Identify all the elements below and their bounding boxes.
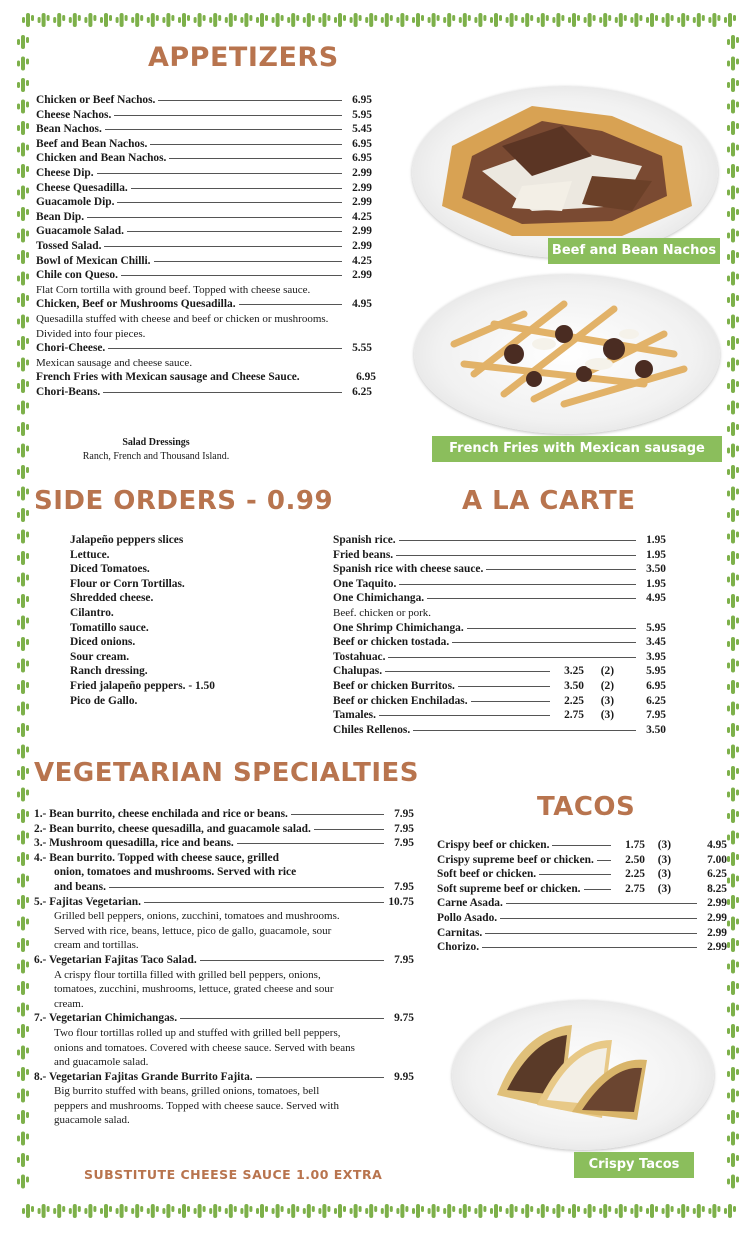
menu-item: Cheese Nachos. 5.95	[36, 108, 372, 121]
cactus-icon	[490, 13, 502, 27]
cactus-icon	[443, 1204, 455, 1218]
menu-item: Carnitas. 2.99	[437, 926, 727, 939]
cactus-icon	[22, 13, 34, 27]
cactus-icon	[17, 35, 29, 49]
side-order-item: Diced Tomatoes.	[70, 563, 150, 576]
side-order-item: Ranch dressing.	[70, 665, 148, 678]
cactus-icon	[412, 13, 424, 27]
menu-item: Bean Dip. 4.25	[36, 210, 372, 223]
cactus-icon	[506, 13, 518, 27]
cactus-icon	[727, 1067, 739, 1081]
menu-item: Chile con Queso. 2.99	[36, 269, 372, 282]
cactus-icon	[17, 465, 29, 479]
cactus-icon	[727, 981, 739, 995]
vegetarian-item-5-description: Grilled bell peppers, onions, zucchini, tomatoes and mushrooms. Served with rice, beans, lettuce, pico de gallo, guacamole, sour cream and tortillas.	[54, 910, 340, 952]
cactus-icon	[662, 1204, 674, 1218]
cactus-icon	[724, 1204, 736, 1218]
menu-item: Guacamole Dip. 2.99	[36, 196, 372, 209]
menu-item: Guacamole Salad. 2.99	[36, 225, 372, 238]
cactus-icon	[22, 1204, 34, 1218]
cactus-icon	[724, 13, 736, 27]
cactus-icon	[584, 13, 596, 27]
cactus-icon	[84, 13, 96, 27]
appetizers-heading: APPETIZERS	[148, 42, 339, 73]
cactus-icon	[17, 207, 29, 221]
menu-item: Beef or chicken Enchiladas. 2.25 (3) 6.25	[333, 694, 666, 707]
cactus-icon	[584, 1204, 596, 1218]
cactus-icon	[396, 13, 408, 27]
cactus-icon	[17, 1046, 29, 1060]
cactus-icon	[334, 1204, 346, 1218]
cactus-icon	[17, 852, 29, 866]
cactus-icon	[53, 13, 65, 27]
cactus-icon	[17, 659, 29, 673]
cactus-icon	[17, 594, 29, 608]
cactus-icon	[162, 1204, 174, 1218]
side-order-item: Tomatillo sauce.	[70, 621, 149, 634]
cactus-icon	[727, 250, 739, 264]
cactus-icon	[38, 1204, 50, 1218]
menu-item: Chalupas. 3.25 (2) 5.95	[333, 665, 666, 678]
cactus-icon	[727, 100, 739, 114]
cactus-icon	[17, 508, 29, 522]
menu-item: Fried beans. 1.95	[333, 548, 666, 561]
cactus-icon	[727, 637, 739, 651]
cactus-icon	[599, 13, 611, 27]
cactus-icon	[17, 401, 29, 415]
fries-photo	[414, 274, 720, 434]
cactus-icon	[17, 57, 29, 71]
fries-caption: French Fries with Mexican sausage	[432, 436, 722, 462]
cactus-icon	[727, 293, 739, 307]
menu-item: Tossed Salad. 2.99	[36, 239, 372, 252]
menu-item: Crispy supreme beef or chicken. 2.50 (3) 7.00	[437, 853, 727, 866]
cactus-icon	[428, 13, 440, 27]
cactus-icon	[84, 1204, 96, 1218]
fries-illustration	[414, 274, 720, 434]
side-order-item: Sour cream.	[70, 650, 130, 663]
vegetarian-list	[34, 807, 414, 1128]
cactus-icon	[727, 874, 739, 888]
vegetarian-item-8-description: Big burrito stuffed with beans, grilled onions, tomatoes, bell peppers and mushrooms. Topped with cheese sauce. Served with guacamole salad.	[54, 1085, 339, 1127]
a-la-carte-items	[333, 621, 666, 665]
cactus-icon	[381, 13, 393, 27]
side-order-item: Diced onions.	[70, 636, 136, 649]
vegetarian-heading: VEGETARIAN SPECIALTIES	[34, 758, 420, 788]
cactus-icon	[615, 13, 627, 27]
cactus-icon	[225, 13, 237, 27]
cactus-icon	[727, 272, 739, 286]
cactus-icon	[17, 315, 29, 329]
cactus-icon	[334, 13, 346, 27]
menu-item: 3.- Mushroom quesadilla, rice and beans. 7.95	[34, 837, 414, 850]
cactus-icon	[17, 121, 29, 135]
cactus-icon	[17, 573, 29, 587]
cactus-icon	[350, 1204, 362, 1218]
cactus-icon	[727, 1046, 739, 1060]
cactus-icon	[17, 981, 29, 995]
cactus-icon	[727, 229, 739, 243]
cactus-icon	[727, 207, 739, 221]
cactus-icon	[17, 766, 29, 780]
cactus-icon	[17, 78, 29, 92]
nachos-caption: Beef and Bean Nachos	[548, 238, 720, 264]
cactus-icon	[727, 401, 739, 415]
cactus-icon	[17, 895, 29, 909]
menu-item: 2.- Bean burrito, cheese quesadilla, and guacamole salad. 7.95	[34, 822, 414, 835]
cactus-icon	[17, 379, 29, 393]
cactus-icon	[727, 164, 739, 178]
cactus-icon	[727, 788, 739, 802]
cactus-icon	[100, 13, 112, 27]
cactus-icon	[318, 13, 330, 27]
menu-item: Chicken or Beef Nachos. 6.95	[36, 94, 372, 106]
menu-item: Cheese Dip. 2.99	[36, 166, 372, 179]
salad-dressings-list: Ranch, French and Thousand Island.	[82, 451, 230, 462]
menu-item: Chori-Cheese. 5.55	[36, 342, 372, 355]
cactus-icon	[17, 186, 29, 200]
cactus-icon	[727, 1110, 739, 1124]
cactus-icon	[17, 1132, 29, 1146]
cactus-icon	[727, 702, 739, 716]
cactus-icon	[727, 358, 739, 372]
side-order-item: Pico de Gallo.	[70, 694, 138, 707]
cactus-icon	[568, 13, 580, 27]
cactus-icon	[727, 186, 739, 200]
cactus-icon	[727, 895, 739, 909]
substitute-note: SUBSTITUTE CHEESE SAUCE 1.00 EXTRA	[84, 1167, 383, 1182]
vegetarian-item-6-description: A crispy flour tortilla filled with grilled bell peppers, onions, tomatoes, zucchini, mushrooms, lettuce, grated cheese and sour cream.	[54, 968, 334, 1010]
menu-item: Tostahuac. 3.95	[333, 650, 666, 663]
cactus-icon	[727, 745, 739, 759]
cactus-icon	[256, 13, 268, 27]
cactus-icon	[727, 315, 739, 329]
cactus-icon	[17, 745, 29, 759]
cactus-icon	[615, 1204, 627, 1218]
cactus-icon	[727, 487, 739, 501]
side-order-item: Fried jalapeño peppers. - 1.50	[70, 679, 215, 692]
cactus-icon	[646, 1204, 658, 1218]
cactus-icon	[727, 659, 739, 673]
cactus-icon	[69, 13, 81, 27]
cactus-icon	[100, 1204, 112, 1218]
cactus-icon	[17, 1024, 29, 1038]
cactus-icon	[727, 35, 739, 49]
cactus-icon	[17, 1067, 29, 1081]
cactus-icon	[17, 788, 29, 802]
vegetarian-item-6: 6.- Vegetarian Fajitas Taco Salad. 7.95	[34, 953, 414, 966]
menu-item: Chorizo. 2.99	[437, 941, 727, 954]
menu-item: One Taquito. 1.95	[333, 577, 666, 590]
cactus-icon	[17, 229, 29, 243]
cactus-icon	[662, 13, 674, 27]
cactus-icon	[727, 422, 739, 436]
cactus-icon	[194, 1204, 206, 1218]
cactus-icon	[727, 78, 739, 92]
cactus-icon	[727, 680, 739, 694]
side-order-item: Jalapeño peppers slices	[70, 534, 184, 546]
cactus-icon	[727, 766, 739, 780]
cactus-icon	[53, 1204, 65, 1218]
cactus-icon	[727, 465, 739, 479]
cactus-icon	[727, 917, 739, 931]
cactus-icon	[412, 1204, 424, 1218]
cactus-icon	[225, 1204, 237, 1218]
cactus-icon	[727, 1089, 739, 1103]
cactus-icon	[287, 13, 299, 27]
cactus-icon	[17, 938, 29, 952]
menu-item: One Chimichanga. 4.95	[333, 592, 666, 605]
cactus-icon	[630, 13, 642, 27]
menu-item: French Fries with Mexican sausage and Cheese Sauce. 6.95	[36, 371, 376, 384]
cactus-icon	[38, 13, 50, 27]
cactus-icon	[727, 143, 739, 157]
vegetarian-items	[34, 807, 414, 851]
cactus-icon	[727, 1175, 739, 1189]
cactus-icon	[630, 1204, 642, 1218]
menu-item: Chiles Rellenos. 3.50	[333, 723, 666, 736]
cactus-icon	[17, 702, 29, 716]
menu-item: Tamales. 2.75 (3) 7.95	[333, 709, 666, 722]
cactus-icon	[69, 1204, 81, 1218]
cactus-icon	[17, 680, 29, 694]
cactus-icon	[272, 13, 284, 27]
menu-item: One Shrimp Chimichanga. 5.95	[333, 621, 666, 634]
vegetarian-item-7: 7.- Vegetarian Chimichangas. 9.75	[34, 1012, 414, 1025]
cactus-icon	[727, 1153, 739, 1167]
menu-item: Crispy beef or chicken. 1.75 (3) 4.95	[437, 839, 727, 851]
menu-item: Cheese Quesadilla. 2.99	[36, 181, 372, 194]
menu-item: Spanish rice. 1.95	[333, 534, 666, 546]
cactus-icon	[552, 1204, 564, 1218]
tacos-illustration	[452, 1000, 714, 1150]
taco-items	[437, 896, 727, 954]
cactus-icon	[727, 852, 739, 866]
chimichanga-description: Beef. chicken or pork.	[333, 606, 432, 619]
menu-item: Beef or chicken Burritos. 3.50 (2) 6.95	[333, 679, 666, 692]
cactus-icon	[17, 1089, 29, 1103]
cactus-icon	[17, 293, 29, 307]
tacos-caption: Crispy Tacos	[574, 1152, 694, 1178]
side-order-item: Lettuce.	[70, 548, 110, 561]
nachos-illustration	[412, 86, 718, 258]
nachos-photo	[412, 86, 718, 258]
cactus-icon	[727, 723, 739, 737]
cactus-icon	[17, 100, 29, 114]
cactus-icon	[147, 13, 159, 27]
menu-item: Beef and Bean Nachos. 6.95	[36, 137, 372, 150]
cactus-icon	[131, 1204, 143, 1218]
cactus-icon	[727, 938, 739, 952]
side-order-item: Shredded cheese.	[70, 592, 154, 605]
cactus-icon	[568, 1204, 580, 1218]
cactus-icon	[17, 444, 29, 458]
cactus-icon	[17, 616, 29, 630]
cactus-icon	[17, 1110, 29, 1124]
salad-dressings	[36, 436, 276, 464]
cactus-icon	[727, 57, 739, 71]
taco-multi-items	[437, 838, 727, 896]
vegetarian-item-5: 5.- Fajitas Vegetarian. 10.75	[34, 895, 414, 908]
cactus-icon	[727, 573, 739, 587]
cactus-icon	[17, 917, 29, 931]
cactus-icon	[727, 530, 739, 544]
cactus-icon	[537, 13, 549, 27]
cactus-icon	[521, 13, 533, 27]
cactus-icon	[599, 1204, 611, 1218]
side-orders-list	[70, 533, 310, 708]
cactus-icon	[17, 874, 29, 888]
cactus-icon	[17, 723, 29, 737]
cactus-icon	[459, 1204, 471, 1218]
tacos-heading: TACOS	[537, 792, 636, 822]
chori-cheese-description: Mexican sausage and cheese sauce.	[36, 356, 193, 369]
cactus-icon	[474, 1204, 486, 1218]
tacos-photo	[452, 1000, 714, 1150]
cactus-icon	[428, 1204, 440, 1218]
cactus-icon	[17, 1153, 29, 1167]
appetizer-items	[36, 93, 372, 283]
a-la-carte-heading: A LA CARTE	[462, 486, 636, 516]
cactus-icon	[162, 13, 174, 27]
cactus-icon	[727, 444, 739, 458]
cactus-icon	[303, 1204, 315, 1218]
a-la-carte-multi-items	[333, 664, 666, 722]
cactus-icon	[443, 13, 455, 27]
cactus-icon	[646, 13, 658, 27]
cactus-icon	[17, 809, 29, 823]
cactus-icon	[727, 121, 739, 135]
cactus-icon	[240, 13, 252, 27]
cactus-icon	[727, 551, 739, 565]
cactus-icon	[17, 487, 29, 501]
cactus-icon	[727, 831, 739, 845]
cactus-icon	[17, 422, 29, 436]
cactus-icon	[396, 1204, 408, 1218]
cactus-icon	[727, 809, 739, 823]
menu-item: Pollo Asado. 2.99	[437, 911, 727, 924]
cactus-icon	[727, 960, 739, 974]
side-order-item: Cilantro.	[70, 606, 114, 619]
cactus-icon	[350, 13, 362, 27]
appetizers-list	[36, 93, 376, 399]
a-la-carte-items	[333, 533, 666, 606]
cactus-icon	[17, 960, 29, 974]
quesadilla-description: Quesadilla stuffed with cheese and beef or chicken or mushrooms. Divided into four pieces.	[36, 312, 329, 340]
cactus-icon	[677, 13, 689, 27]
cactus-icon	[727, 1132, 739, 1146]
cactus-icon	[459, 13, 471, 27]
side-order-item: Flour or Corn Tortillas.	[70, 577, 185, 590]
cactus-icon	[708, 1204, 720, 1218]
cactus-icon	[178, 13, 190, 27]
cactus-icon	[17, 272, 29, 286]
salad-dressings-title: Salad Dressings	[122, 437, 190, 448]
cactus-icon	[727, 1024, 739, 1038]
cactus-icon	[240, 1204, 252, 1218]
cactus-icon	[17, 336, 29, 350]
cactus-icon	[116, 1204, 128, 1218]
cactus-icon	[272, 1204, 284, 1218]
vegetarian-item-4: 4.- Bean burrito. Topped with cheese sauce, grilled onion, tomatoes and mushrooms. Served with rice and beans. 7.95	[34, 851, 414, 893]
cactus-icon	[17, 358, 29, 372]
menu-item: Bean Nachos. 5.45	[36, 123, 372, 136]
menu-item: Spanish rice with cheese sauce. 3.50	[333, 563, 666, 576]
menu-item: Chicken, Beef or Mushrooms Quesadilla. 4.95	[36, 298, 372, 311]
cactus-icon	[209, 13, 221, 27]
menu-item: Bowl of Mexican Chilli. 4.25	[36, 254, 372, 267]
cactus-icon	[474, 13, 486, 27]
cactus-icon	[727, 616, 739, 630]
cactus-icon	[194, 13, 206, 27]
vegetarian-item-8: 8.- Vegetarian Fajitas Grande Burrito Fajita. 9.95	[34, 1070, 414, 1083]
cactus-icon	[209, 1204, 221, 1218]
cactus-icon	[727, 1003, 739, 1017]
cactus-icon	[521, 1204, 533, 1218]
menu-item: Soft supreme beef or chicken. 2.75 (3) 8.25	[437, 882, 727, 895]
cactus-icon	[727, 336, 739, 350]
cactus-icon	[727, 594, 739, 608]
cactus-icon	[17, 831, 29, 845]
cactus-icon	[256, 1204, 268, 1218]
cactus-icon	[537, 1204, 549, 1218]
cactus-icon	[116, 13, 128, 27]
cactus-icon	[17, 637, 29, 651]
cactus-icon	[17, 143, 29, 157]
cactus-icon	[178, 1204, 190, 1218]
cactus-icon	[318, 1204, 330, 1218]
vegetarian-item-7-description: Two flour tortillas rolled up and stuffed with grilled bell peppers, onions and tomatoes. Covered with cheese sauce. Served with beans and guacamole salad.	[54, 1026, 355, 1069]
tacos-list	[437, 838, 727, 955]
menu-item: Beef or chicken tostada. 3.45	[333, 636, 666, 649]
cactus-icon	[381, 1204, 393, 1218]
cactus-icon	[287, 1204, 299, 1218]
cactus-icon	[303, 13, 315, 27]
cactus-icon	[727, 379, 739, 393]
cactus-icon	[727, 508, 739, 522]
cactus-icon	[693, 13, 705, 27]
menu-item: Chori-Beans. 6.25	[36, 385, 372, 398]
cactus-icon	[365, 1204, 377, 1218]
cactus-icon	[17, 164, 29, 178]
cactus-icon	[552, 13, 564, 27]
cactus-icon	[17, 1003, 29, 1017]
cactus-icon	[708, 13, 720, 27]
cactus-icon	[506, 1204, 518, 1218]
menu-item: Carne Asada. 2.99	[437, 897, 727, 910]
side-orders-heading: SIDE ORDERS - 0.99	[34, 486, 334, 516]
cactus-icon	[17, 250, 29, 264]
menu-item: Soft beef or chicken. 2.25 (3) 6.25	[437, 868, 727, 881]
cactus-icon	[490, 1204, 502, 1218]
chile-con-queso-description: Flat Corn tortilla with ground beef. Topped with cheese sauce.	[36, 283, 311, 296]
cactus-icon	[17, 1175, 29, 1189]
cactus-icon	[365, 13, 377, 27]
cactus-icon	[147, 1204, 159, 1218]
a-la-carte-list	[333, 533, 666, 737]
menu-item: 1.- Bean burrito, cheese enchilada and rice or beans. 7.95	[34, 808, 414, 820]
cactus-icon	[693, 1204, 705, 1218]
cactus-icon	[17, 551, 29, 565]
cactus-icon	[677, 1204, 689, 1218]
cactus-icon	[17, 530, 29, 544]
cactus-icon	[131, 13, 143, 27]
menu-item: Chicken and Bean Nachos. 6.95	[36, 152, 372, 165]
